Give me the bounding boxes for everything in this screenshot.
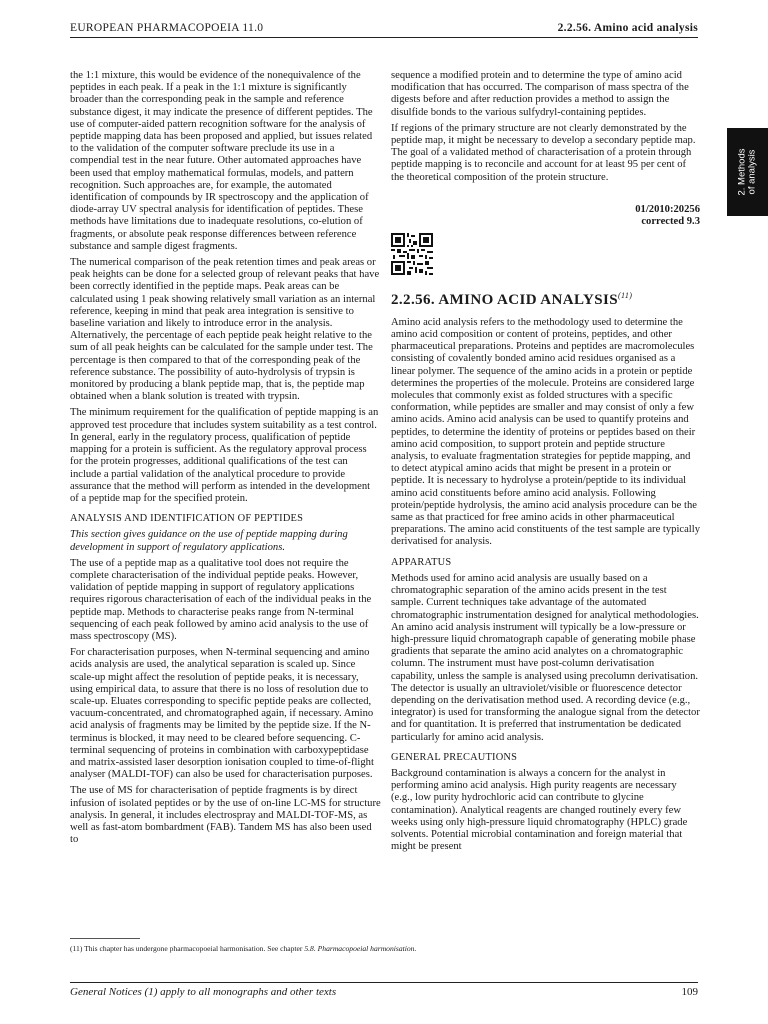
paragraph: For characterisation purposes, when N-terminal sequencing and amino acids analysis are used, the analytical separation is scaled up. Since scale-up might affect the resolution of peptide peaks, it is necessary, using empirical data, to assure that there is no loss of resolution due to scale-up. Eluates corresponding to specific peptide peaks are collected, vacuum-concentrated, and chromatographed again, if necessary. Amino acid analysis of fragments may be limited by the peptide size. If the N-terminus is blocked, it may need to be cleared before sequencing. C-terminal sequencing of proteins in combination with carboxypeptidase and matrix-assisted laser desorption ionisation coupled to time-of-flight analyser (MALDI-TOF) can also be used for characterisation purposes.	[70, 647, 374, 781]
footnote-text: (11) This chapter has undergone pharmacopoeial harmonisation. See chapter	[70, 944, 305, 953]
correction-note: corrected 9.3	[641, 216, 700, 228]
paragraph: the 1:1 mixture, this would be evidence of the nonequivalence of the peptides in each peak. If a peak in the 1:1 mixture is significantly broader than the corresponding peak in the sample and reference substance digest, it may indicate the presence of different peptides. The use of computer-aided pattern recognition software for the analysis of peptide mapping data has been proposed and applied, but issues related to the validation of the computer software preclude its use in a compendial test in the near future. Other automated approaches have been used that employ mathematical formulas, models, and pattern recognition. Such approaches are, for example, the automated identification of compounds by IR spectroscopy and the application of diode-array UV spectral analysis for identification of peptides. These methods have limitations due to inadequate resolutions, co-elution of fragments, or absolute peak response differences between reference substance and sample digest fragments.	[70, 70, 373, 252]
paragraph: The numerical comparison of the peak retention times and peak areas or peak heights can be done for a selected group of relevant peaks that have been correctly identified in the peptide maps. Peak areas can be calculated using 1 peak showing relatively small variation as an internal reference, keeping in mind that peak area integration is sensitive to baseline variation and likely to introduce error in the analysis. Alternatively, the percentage of each peptide peak height relative to the sum of all peak heights can be calculated for the sample under test. The percentage is then compared to that of the corresponding peak of the reference substance. The possibility of auto-hydrolysis of trypsin is monitored by producing a blank peptide map, that is, the peptide map obtained when a blank solution is treated with trypsin.	[70, 257, 380, 403]
header-section-title: 2.2.56. Amino acid analysis	[557, 22, 698, 34]
side-tab-line2: of analysis	[746, 149, 758, 195]
paragraph: sequence a modified protein and to determine the type of amino acid modification that has occurred. The comparison of mass spectra of the digests before and after reduction provides a method to assign the disulfide bonds to the various sulfydryl-containing peptides.	[391, 70, 689, 118]
footnote-chapter-link[interactable]: 5.8. Pharmacopoeial harmonisation.	[304, 944, 417, 953]
qr-code-icon[interactable]	[391, 233, 433, 275]
section-heading-precautions: GENERAL PRECAUTIONS	[391, 751, 518, 763]
monograph-reference	[391, 204, 700, 229]
paragraph: The minimum requirement for the qualification of peptide mapping is an approved test procedure that includes system suitability as a test control. In general, early in the regulatory process, qualification of peptide mapping for a protein is sufficient. As the regulatory approval process for the protein progresses, additional qualifications of the test can include a partial validation of the analytical procedure to provide assurance that the method will perform as intended in the development of a peptide map for the specified protein.	[70, 407, 379, 504]
running-footer	[70, 986, 698, 998]
section-lead: This section gives guidance on the use of peptide mapping during development in support of regulatory applications.	[70, 529, 348, 553]
paragraph: The use of MS for characterisation of peptide fragments is by direct infusion of isolated peptides or by the use of on-line LC-MS for structure analysis. In general, it includes electrospray and MALDI-TOF-MS, as well as fast-atom bombardment (FAB). Tandem MS has also been used to	[70, 785, 381, 846]
footnote-marker[interactable]: (11)	[617, 290, 633, 300]
paragraph: Amino acid analysis refers to the methodology used to determine the amino acid composition or content of proteins, peptides, and other pharmaceutical preparations. Proteins and peptides are macromolecules consisting of covalently bonded amino acid residues organised as a linear polymer. The sequence of the amino acids in a protein or peptide determines the properties of the molecule. Proteins are considered large molecules that commonly exist as folded structures with a specific conformation, while peptides are smaller and may consist of only a few amino acids. Amino acid analysis can be used to quantify proteins and peptides, to determine the identity of proteins or peptides based on their amino acid composition, to support protein and peptide structure analysis, to evaluate fragmentation strategies for peptide mapping, and to detect atypical amino acids that might be present in a protein or peptide. It is necessary to hydrolyse a protein/peptide to its individual amino acid constituents before amino acid analysis. Following protein/peptide hydrolysis, the amino acid analysis procedure can be the same as that practiced for free amino acids in other pharmaceutical preparations. The amino acid constituents of the test sample are typically derivatised for analysis.	[391, 316, 700, 548]
paragraph: Methods used for amino acid analysis are usually based on a chromatographic separation of the amino acids present in the test sample. Current techniques take advantage of the automated chromatographic instrumentation designed for analytical methodologies. An amino acid analysis instrument will typically be a low-pressure or high-pressure liquid chromatograph capable of generating mobile phase gradients that separate the amino acid analytes on a chromatographic column. The instrument must have post-column derivatisation capability, unless the sample is analysed using precolumn derivatisation. The detector is usually an ultraviolet/visible or fluorescence detector depending on the derivatisation method used. A recording device (e.g., integrator) is used for transforming the analogue signal from the detector and for quantitation. It is preferred that instrumentation be dedicated particularly for amino acid analysis.	[391, 572, 700, 743]
paragraph: If regions of the primary structure are not clearly demonstrated by the peptide map, it might be necessary to develop a secondary peptide map. The goal of a validated method of characterisation of a protein through peptide mapping is to reconcile and account for at least 95 per cent of the theoretical composition of the protein structure.	[391, 122, 696, 183]
header-rule	[70, 37, 698, 38]
page-number: 109	[681, 986, 698, 998]
right-column	[391, 70, 700, 857]
section-heading-analysis: ANALYSIS AND IDENTIFICATION OF PEPTIDES	[70, 513, 304, 525]
section-heading-apparatus: APPARATUS	[391, 556, 452, 568]
header-publication-title: EUROPEAN PHARMACOPOEIA 11.0	[70, 22, 264, 34]
paragraph: Background contamination is always a concern for the analyst in performing amino acid analysis. High purity reagents are necessary (e.g., low purity hydrochloric acid can contribute to glycine contamination). Analytical reagents are changed routinely every few weeks using only high-pressure liquid chromatography (HPLC) grade solvents. Potential microbial contamination and foreign material that might be present	[391, 767, 688, 853]
paragraph: The use of a peptide map as a qualitative tool does not require the complete characterisation of the individual peptide peaks. However, validation of peptide mapping in support of regulatory applications requires rigorous characterisation of each of the individual peaks in the peptide map. Methods to characterise peaks range from N-terminal sequencing of each peak followed by amino acid analysis to the use of mass spectroscopy (MS).	[70, 557, 372, 642]
footer-notice: General Notices (1) apply to all monographs and other texts	[70, 986, 337, 998]
chapter-title	[391, 287, 700, 309]
left-column	[70, 70, 381, 850]
side-tab-line1: 2. Methods	[736, 148, 748, 196]
monograph-number: 01/2010:20256	[635, 203, 700, 215]
running-header	[70, 14, 698, 34]
footer-rule	[70, 982, 698, 983]
chapter-title-text: 2.2.56. AMINO ACID ANALYSIS	[391, 291, 618, 308]
footnote	[70, 944, 700, 954]
footnote-rule	[70, 938, 140, 939]
side-tab	[727, 128, 768, 216]
